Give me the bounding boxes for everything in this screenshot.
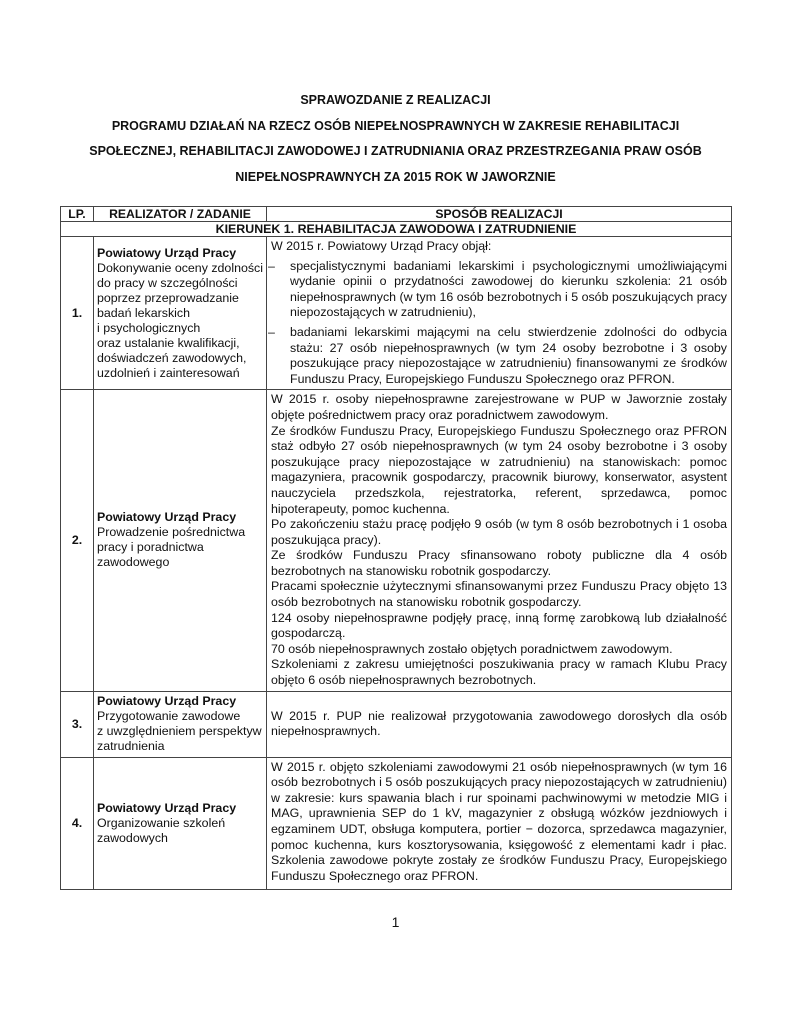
- list-item: – badaniami lekarskimi mającymi na celu stwierdzenie zdolności do odbycia stażu: 27 osób niepełnosprawnych (w tym 24 osoby bezrobotne i 3 osoby poszukujące pracy niepozostające w zatrudnieniu) finansowanymi ze środków Funduszu Pracy, Europejskiego Funduszu Społecznego oraz PFRON.: [271, 325, 727, 387]
- task-line: i psychologicznych: [97, 320, 201, 335]
- task-line: uzdolnień i zainteresowań: [97, 365, 240, 380]
- title-line-2: PROGRAMU DZIAŁAŃ NA RZECZ OSÓB NIEPEŁNOSPRAWNYCH W ZAKRESIE REHABILITACJI: [111, 118, 680, 133]
- header-lp: LP.: [61, 207, 94, 222]
- list-item: – specjalistycznymi badaniami lekarskimi i psychologicznymi umożliwiającymi wydanie opinii o przydatności zawodowej do kierunku szkolenia: 21 osób niepełnosprawnych (w tym 16 osób bezrobotnych i 5 osób poszukujących pracy niepozostających w zatrudnieniu),: [271, 259, 727, 321]
- table-row: [61, 691, 732, 757]
- sposob-list: [271, 259, 727, 388]
- realizator-cell: [94, 390, 267, 691]
- sposob-intro: W 2015 r. Powiatowy Urząd Pracy objął:: [271, 239, 492, 253]
- table-header-row: [61, 207, 732, 222]
- paragraph: Po zakończeniu stażu pracę podjęło 9 osób (w tym 8 osób bezrobotnych i 1 osoba poszukująca pracy).: [271, 517, 727, 547]
- realizator-org: Powiatowy Urząd Pracy: [97, 800, 237, 815]
- paragraph: 70 osób niepełnosprawnych zostało objętych poradnictwem zawodowym.: [271, 641, 673, 656]
- realizator-cell: [94, 237, 267, 390]
- paragraph: W 2015 r. objęto szkoleniami zawodowymi 21 osób niepełnosprawnych (w tym 16 osób bezrobotnych i 5 osób poszukujących pracy niepozostających w zatrudnieniu) w zakresie: kurs spawania blach i rur spoinami pachwinowymi w metodzie MIG i MAG, uprawnienia SEP do 1 kV, magazynier z obsługą wózków jezdniowych i egzaminem UDT, obsługa komputera, portier − dozorca, sprzedawca magazynier, pomoc kuchenna, kurs kosztorysowania, księgowość z elementami kadr i płac. Szkolenia zawodowe pokryte zostały ze środków Funduszu Pracy, Europejskiego Funduszu Społecznego oraz PFRON.: [271, 759, 727, 883]
- task-line: doświadczeń zawodowych,: [97, 350, 247, 365]
- header-sposob: SPOSÓB REALIZACJI: [267, 207, 732, 222]
- sposob-cell: [267, 237, 732, 390]
- row-number: 3.: [61, 691, 94, 757]
- realizator-org: Powiatowy Urząd Pracy: [97, 510, 237, 525]
- table-row: [61, 757, 732, 889]
- task-line: Przygotowanie zawodowe: [97, 709, 241, 724]
- header-realizator: REALIZATOR / ZADANIE: [94, 207, 267, 222]
- task-line: pracy i poradnictwa: [97, 540, 204, 555]
- task-line: oraz ustalanie kwalifikacji,: [97, 335, 240, 350]
- task-line: Dokonywanie oceny zdolności: [97, 260, 263, 275]
- paragraph: Ze środków Funduszu Pracy, Europejskiego Funduszu Społecznego oraz PFRON staż odbyło 27 osób niepełnosprawnych (w tym 24 osoby bezrobotne i 3 osoby poszukujące pracy niepozostające w zatrudnieniu) na stanowiskach: pomoc magazyniera, pracownik gospodarczy, pracownik biurowy, konserwator, asystent nauczyciela przedszkola, rejestratorka, referent, sprzedawca, pomoc hipoterapeuty, pomoc kuchenna.: [271, 423, 727, 516]
- task-line: zawodowego: [97, 555, 170, 570]
- title-line-1: SPRAWOZDANIE Z REALIZACJI: [300, 93, 491, 107]
- sposob-cell: [267, 691, 732, 757]
- task-line: do pracy w szczególności: [97, 275, 238, 290]
- section-heading: KIERUNEK 1. REHABILITACJA ZAWODOWA I ZATRUDNIENIE: [61, 222, 732, 237]
- paragraph: Pracami społecznie użytecznymi sfinansowanymi przez Funduszu Pracy objęto 13 osób bezrobotnych na stanowisku robotnik gospodarczy.: [271, 579, 727, 610]
- realizator-cell: [94, 757, 267, 889]
- row-number: 1.: [61, 237, 94, 390]
- task-line: z uwzględnieniem perspektyw: [97, 724, 262, 739]
- table-row: [61, 390, 732, 691]
- task-line: Prowadzenie pośrednictwa: [97, 525, 246, 540]
- paragraph: W 2015 r. osoby niepełnosprawne zarejestrowane w PUP w Jaworznie zostały objęte pośrednictwem pracy oraz poradnictwem zawodowym.: [271, 392, 727, 422]
- paragraph: Szkoleniami z zakresu umiejętności poszukiwania pracy w ramach Klubu Pracy objęto 6 osób niepełnosprawnych bezrobotnych.: [271, 657, 727, 688]
- realizator-org: Powiatowy Urząd Pracy: [97, 694, 237, 709]
- task-line: badań lekarskich: [97, 305, 190, 320]
- task-line: zawodowych: [97, 830, 168, 845]
- table-row: [61, 237, 732, 390]
- realizator-org: Powiatowy Urząd Pracy: [97, 245, 237, 260]
- paragraph: 124 osoby niepełnosprawne podjęły pracę, inną formę zarobkową lub działalność gospodarczą.: [271, 610, 727, 641]
- title-line-3: SPOŁECZNEJ, REHABILITACJI ZAWODOWEJ I ZATRUDNIANIA ORAZ PRZESTRZEGANIA PRAW OSÓB: [89, 144, 702, 158]
- paragraph: Ze środków Funduszu Pracy sfinansowano roboty publiczne dla 4 osób bezrobotnych na stanowisku robotnik gospodarczy.: [271, 548, 727, 578]
- page-number: 1: [391, 914, 400, 930]
- row-number: 4.: [61, 757, 94, 889]
- task-line: Organizowanie szkoleń: [97, 815, 226, 830]
- sposob-cell: [267, 757, 732, 889]
- sposob-cell: [267, 390, 732, 691]
- document-title: [60, 88, 731, 190]
- row-number: 2.: [61, 390, 94, 691]
- realizator-cell: [94, 691, 267, 757]
- section-row: [61, 222, 732, 237]
- task-line: zatrudnienia: [97, 739, 165, 754]
- title-line-4: NIEPEŁNOSPRAWNYCH ZA 2015 ROK W JAWORZNIE: [235, 169, 556, 184]
- task-line: poprzez przeprowadzanie: [97, 290, 239, 305]
- paragraph: W 2015 r. PUP nie realizował przygotowania zawodowego dorosłych dla osób niepełnosprawnych.: [271, 708, 727, 739]
- report-table: [60, 206, 732, 890]
